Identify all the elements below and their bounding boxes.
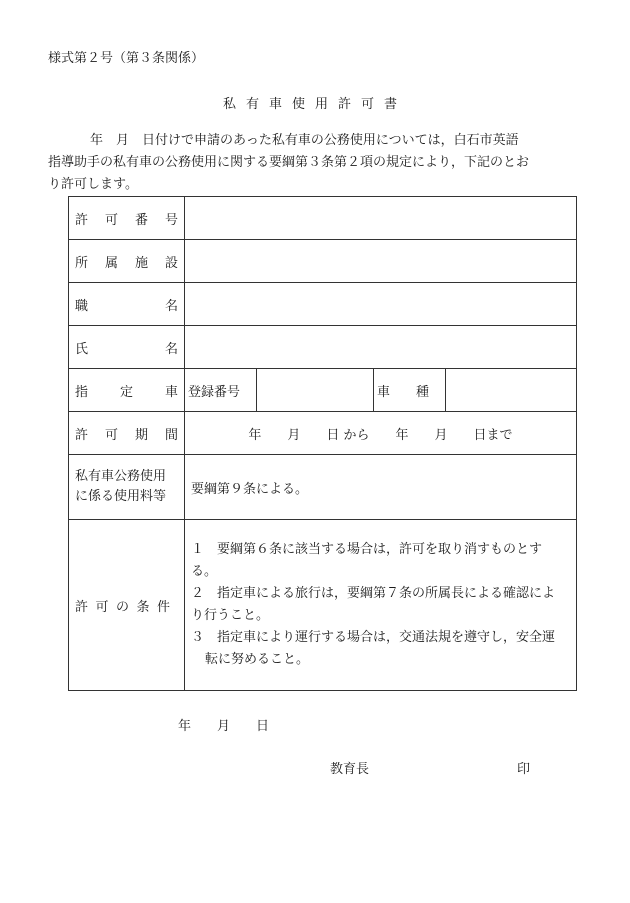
label-vehicle: 指 定 車 [69,369,185,412]
row-facility [69,240,577,283]
label-name: 氏 名 [69,326,185,369]
condition-item-1: １ 要綱第６条に該当する場合は，許可を取り消すものとする。 [191,542,543,579]
permit-table [68,196,577,691]
label-permit-number: 許 可 番 号 [69,197,185,240]
label-conditions: 許 可 の 条 件 [69,520,185,691]
permit-number-field[interactable] [185,197,577,240]
issue-date: 年 月 日 [178,719,270,734]
intro-line-1: 年 月 日付けで申請のあった私有車の公務使用については，白石市英語 [90,133,519,148]
name-field[interactable] [185,326,577,369]
condition-item-3: ３ 指定車により運行する場合は，交通法規を遵守し，安全運転に努めること。 [191,630,556,667]
vehicle-type-field[interactable] [446,369,577,412]
row-period [69,412,577,455]
intro-paragraph [48,130,586,196]
form-number-label: 様式第２号（第３条関係） [48,51,205,66]
signature-line [330,758,530,777]
intro-line-3: り許可します。 [48,177,138,192]
document-title: 私有車使用許可書 [222,97,407,112]
position-field[interactable] [185,283,577,326]
seal-mark: 印 [516,762,530,777]
row-position [69,283,577,326]
row-conditions [69,520,577,691]
row-permit-number [69,197,577,240]
signatory-title: 教育長 [330,762,370,777]
label-position: 職 名 [69,283,185,326]
row-vehicle [69,369,577,412]
condition-item-2: ２ 指定車による旅行は，要綱第７条の所属長による確認により行うこと。 [191,586,556,623]
registration-number-label: 登録番号 [185,369,257,412]
conditions-list [185,520,577,691]
label-period: 許 可 期 間 [69,412,185,455]
period-field[interactable]: 年 月 日 から 年 月 日まで [185,412,577,455]
vehicle-type-label: 車 種 [374,369,446,412]
facility-field[interactable] [185,240,577,283]
label-facility: 所 属 施 設 [69,240,185,283]
label-fee: 私有車公務使用 に係る使用料等 [69,455,185,520]
registration-number-field[interactable] [257,369,374,412]
fee-value: 要綱第９条による。 [185,455,577,520]
row-fee [69,455,577,520]
row-name [69,326,577,369]
intro-line-2: 指導助手の私有車の公務使用に関する要綱第３条第２項の規定により，下記のとお [48,155,530,170]
